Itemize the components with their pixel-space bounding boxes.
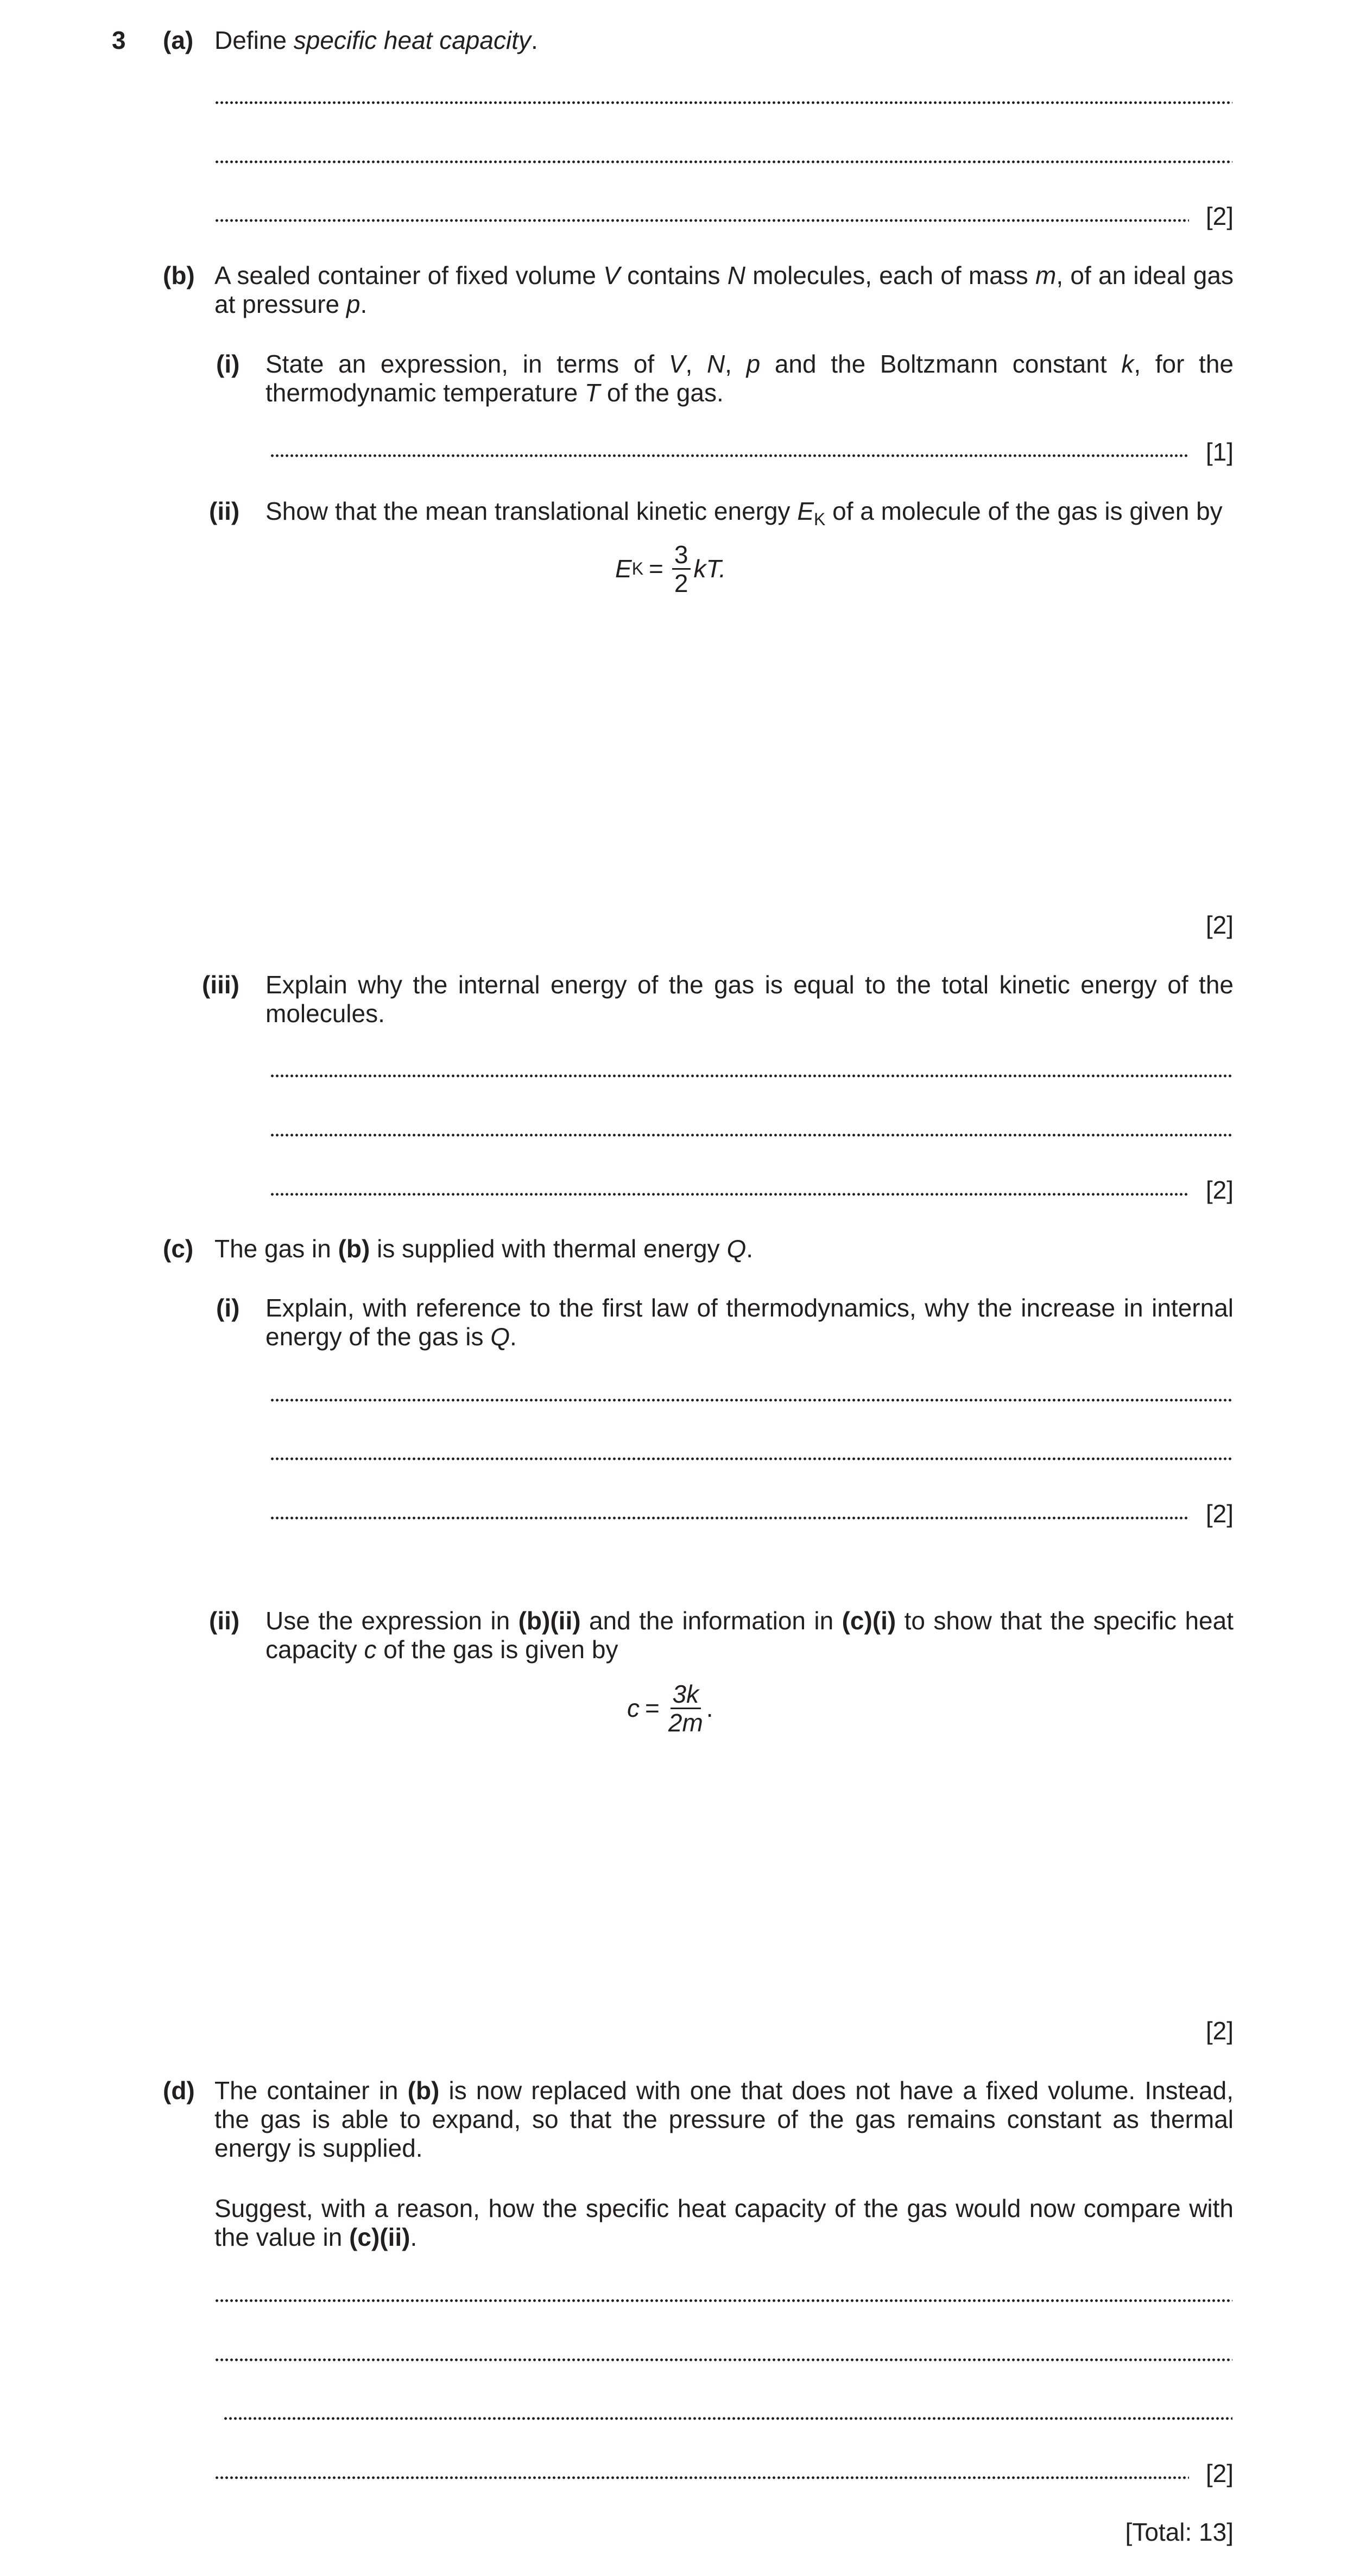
total-marks: [Total: 13] — [1125, 2518, 1234, 2546]
part-b-iii-label: (iii) — [202, 971, 239, 999]
answer-line-b-iii-2[interactable] — [270, 1133, 1232, 1137]
fraction-three-halves: $\frac{3}{2}$ — [672, 541, 691, 597]
answer-line-a-3[interactable] — [214, 218, 1189, 223]
mark-allocation-c-i: [2] — [1205, 1500, 1234, 1528]
equation-specific-heat-capacity: c = $\frac{3k}{2m}$ . — [627, 1680, 713, 1737]
part-c-i-label: (i) — [216, 1294, 240, 1322]
part-d-paragraph-1: The container in (b) is now replaced with one that does not have a fixed volume. Instead, the gas is able to expand, so that the pressure of the gas remains constant as thermal energy is supplied. — [214, 2076, 1234, 2162]
mark-allocation-b-iii: [2] — [1205, 1176, 1234, 1204]
part-a-prompt: Define specific heat capacity. — [214, 26, 538, 54]
part-b-iii-prompt: Explain why the internal energy of the gas is equal to the total kinetic energy of the molecules. — [265, 971, 1234, 1028]
part-b-stem: A sealed container of fixed volume V contains N molecules, each of mass m, of an ideal gas at pressure p. — [214, 261, 1234, 318]
mark-allocation-b-ii: [2] — [1205, 911, 1234, 939]
answer-line-a-2[interactable] — [214, 160, 1232, 164]
part-b-i-label: (i) — [216, 350, 240, 378]
fraction-3k-over-2m: $\frac{3k}{2m}$ — [668, 1680, 703, 1737]
answer-line-b-i-1[interactable] — [270, 454, 1189, 458]
part-c-label: (c) — [163, 1235, 194, 1263]
answer-line-b-iii-3[interactable] — [270, 1192, 1189, 1196]
part-b-i-prompt: State an expression, in terms of V, N, p and the Boltzmann constant k, for the thermodynamic temperature T of the gas. — [265, 350, 1234, 407]
answer-line-d-4[interactable] — [214, 2476, 1189, 2480]
part-b-ii-label: (ii) — [209, 497, 240, 525]
answer-line-c-i-1[interactable] — [270, 1398, 1232, 1402]
part-b-ii-prompt: Show that the mean translational kinetic energy $E_K$ of a molecule of the gas is given by — [265, 497, 1223, 529]
answer-line-a-1[interactable] — [214, 100, 1232, 105]
answer-line-c-i-3[interactable] — [270, 1516, 1189, 1520]
part-a-label: (a) — [163, 26, 194, 54]
part-d-paragraph-2: Suggest, with a reason, how the specific heat capacity of the gas would now compare with the value in (c)(ii). — [214, 2194, 1234, 2251]
answer-line-d-2[interactable] — [214, 2358, 1232, 2362]
answer-line-c-i-2[interactable] — [270, 1457, 1232, 1461]
part-c-ii-prompt: Use the expression in (b)(ii) and the information in (c)(i) to show that the specific heat capacity c of the gas is given by — [265, 1607, 1234, 1664]
mark-allocation-b-i: [1] — [1205, 438, 1234, 466]
equation-mean-kinetic-energy: E K = $\frac{3}{2}$ kT. — [615, 540, 726, 597]
part-a-term: specific heat capacity — [293, 26, 531, 54]
answer-line-d-1[interactable] — [214, 2298, 1232, 2303]
part-c-ii-label: (ii) — [209, 1607, 240, 1635]
working-space-c-ii[interactable] — [265, 1754, 1234, 1988]
mark-allocation-a: [2] — [1205, 202, 1234, 230]
answer-line-d-3[interactable] — [223, 2416, 1232, 2421]
part-c-stem: The gas in (b) is supplied with thermal energy Q. — [214, 1235, 753, 1263]
part-d-label: (d) — [163, 2076, 195, 2105]
answer-line-b-iii-1[interactable] — [270, 1074, 1232, 1078]
working-space-b-ii[interactable] — [265, 608, 1234, 880]
question-number: 3 — [112, 26, 126, 54]
mark-allocation-d: [2] — [1205, 2459, 1234, 2487]
part-c-i-prompt: Explain, with reference to the first law of thermodynamics, why the increase in internal energy of the gas is Q. — [265, 1294, 1234, 1351]
mark-allocation-c-ii: [2] — [1205, 2017, 1234, 2045]
part-b-label: (b) — [163, 261, 195, 289]
